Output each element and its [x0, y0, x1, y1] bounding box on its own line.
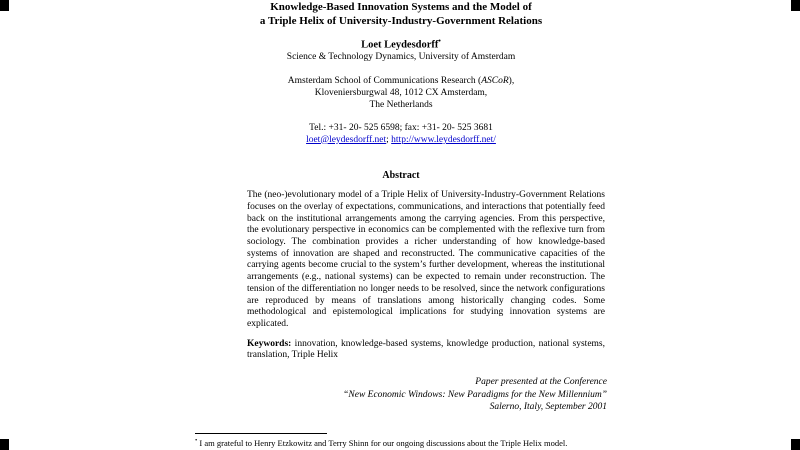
- website-link[interactable]: http://www.leydesdorff.net/: [391, 134, 496, 145]
- email-link[interactable]: loet@leydesdorff.net: [306, 134, 387, 145]
- footnote-body: I am grateful to Henry Etzkowitz and Terry Shinn for our ongoing discussions about the Triple Helix model.: [197, 437, 568, 448]
- address-line3: The Netherlands: [369, 99, 433, 110]
- conference-line2: “New Economic Windows: New Paradigms for the New Millennium”: [343, 389, 607, 400]
- author-footnote-marker: •: [438, 36, 441, 45]
- address-line1: [195, 76, 607, 88]
- document-body: [195, 0, 607, 450]
- letterbox-corner-top-left: [0, 0, 9, 11]
- author-name: Loet Leydesdorff: [361, 39, 439, 50]
- paper-title: [195, 0, 607, 29]
- conference-line3: Salerno, Italy, September 2001: [489, 402, 607, 413]
- footnote-marker: •: [195, 436, 198, 444]
- link-separator: ;: [386, 134, 392, 145]
- footnote-area: [195, 433, 607, 448]
- address-line2: Kloveniersburgwal 48, 1012 CX Amsterdam,: [314, 87, 488, 98]
- letterbox-corner-top-right: [791, 0, 800, 11]
- abstract-heading: Abstract: [382, 170, 420, 182]
- address-line1-post: ),: [508, 76, 515, 87]
- paper-title-line1: Knowledge-Based Innovation Systems and the Model of: [270, 1, 532, 13]
- keywords-text: innovation, knowledge-based systems, knowledge production, national systems, translation, Triple Helix: [247, 338, 605, 361]
- conference-line1: Paper presented at the Conference: [475, 376, 607, 387]
- footnote-divider: [195, 433, 327, 434]
- footnote-text: [195, 437, 607, 448]
- author-line: [195, 37, 607, 52]
- keywords-label: Keywords:: [247, 338, 292, 349]
- author-affiliation: Science & Technology Dynamics, University of Amsterdam: [286, 51, 516, 62]
- conference-note: [195, 376, 607, 414]
- address-line1-pre: Amsterdam School of Communications Research (: [287, 76, 482, 87]
- letterbox-corner-bottom-left: [0, 439, 9, 450]
- keywords-line: [247, 339, 605, 362]
- address-block: [195, 76, 607, 111]
- abstract-paragraph: The (neo-)evolutionary model of a Triple Helix of University-Industry-Government Relations focuses on the overlay of expectations, communications, and interactions that potentially feed back on the institutional arrangements among the carrying agencies. From this perspective, the evolutionary perspective in economics can be complemented with the reflexive turn from sociology. The combination provides a richer understanding of how knowledge-based systems of innovation are shaped and reconstructed. The communicative capacities of the carrying agents become crucial to the system’s further development, whereas the institutional arrangements (e.g., national systems) can be expected to remain under reconstruction. The tension of the differentiation no longer needs to be resolved, since the network configurations are reproduced by means of translations among historically changing codes. Some methodological and epistemological implications for studying innovation systems are explicated.: [247, 190, 605, 329]
- contact-links-line: [195, 135, 607, 147]
- paper-title-line2: a Triple Helix of University-Industry-Government Relations: [259, 14, 543, 27]
- address-line1-institute-abbrev: ASCoR: [481, 76, 509, 87]
- letterbox-corner-bottom-right: [791, 439, 800, 450]
- telephone-fax-line: Tel.: +31- 20- 525 6598; fax: +31- 20- 525 3681: [309, 123, 493, 134]
